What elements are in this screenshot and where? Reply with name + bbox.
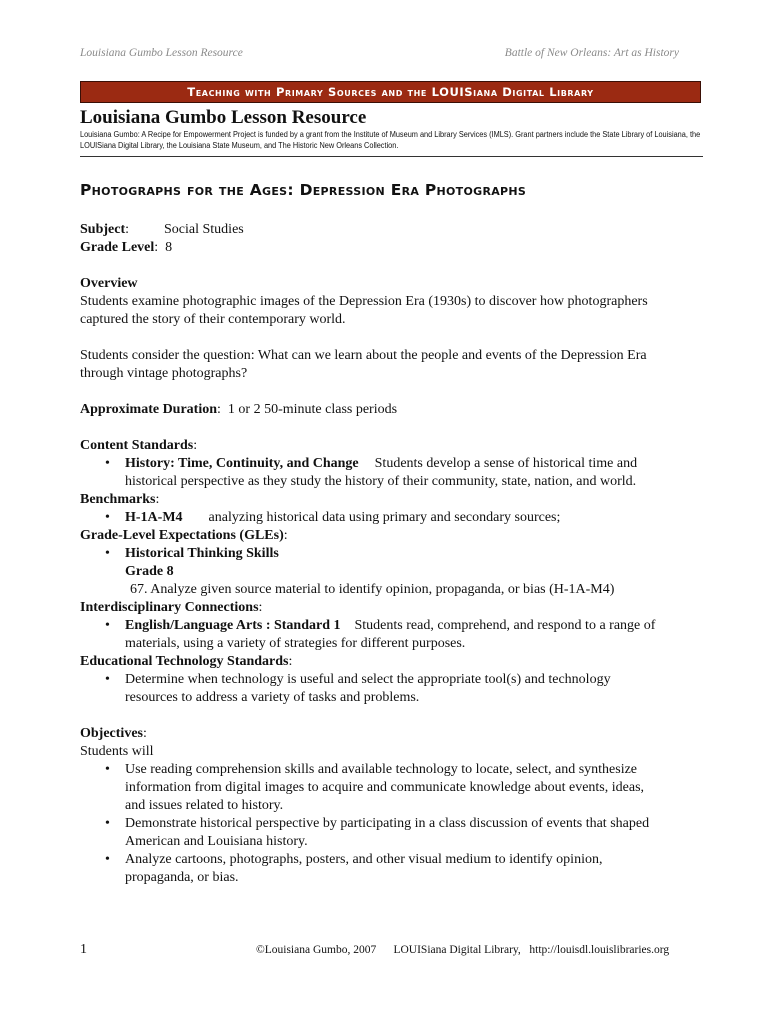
standard-name: History: Time, Continuity, and Change <box>125 456 359 471</box>
running-header <box>80 47 679 59</box>
objectives-heading: Objectives: <box>80 726 147 741</box>
overview-heading: Overview <box>80 276 138 291</box>
list-item: • Determine when technology is useful and select the appropriate tool(s) and technology resources to address a variety of tasks and problems. <box>105 672 611 705</box>
content-standards-heading: Content Standards: <box>80 438 198 453</box>
running-header-right: Battle of New Orleans: Art as History <box>504 47 679 59</box>
objectives-intro: Students will <box>80 744 154 759</box>
gle-item: 67. Analyze given source material to identify opinion, propaganda, or bias (H-1A-M4) <box>130 582 615 597</box>
duration-row: Approximate Duration: 1 or 2 50-minute class periods <box>80 402 398 417</box>
lesson-body <box>80 221 705 887</box>
bullet-icon: • <box>105 762 110 777</box>
bullet-icon: • <box>105 546 110 561</box>
bullet-icon: • <box>105 510 110 525</box>
benchmarks-heading: Benchmarks: <box>80 492 160 507</box>
ela-standard: English/Language Arts : Standard 1 <box>125 618 341 633</box>
interdisciplinary-heading: Interdisciplinary Connections: <box>80 600 263 615</box>
bullet-icon: • <box>105 672 110 687</box>
subject-row: Subject: Social Studies <box>80 222 244 237</box>
list-item: • Analyze cartoons, photographs, posters, and other visual medium to identify opinion, propaganda, or bias. <box>105 852 603 885</box>
header-divider <box>80 156 703 157</box>
grant-line: LOUISiana Digital Library, the Louisiana State Museum, and The Historic New Orleans Collection. <box>80 141 399 150</box>
footer-credit: ©Louisiana Gumbo, 2007 LOUISiana Digital Library, http://louisdl.louislibraries.org <box>256 944 670 956</box>
running-header-left: Louisiana Gumbo Lesson Resource <box>80 47 243 59</box>
gle-grade: Grade 8 <box>125 564 174 579</box>
series-banner: Teaching with Primary Sources and the LOUISiana Digital Library <box>80 81 701 103</box>
overview-question: through vintage photographs? <box>80 366 248 381</box>
bullet-icon: • <box>105 618 110 633</box>
grade-row: Grade Level: 8 <box>80 240 173 255</box>
document-title: Louisiana Gumbo Lesson Resource <box>80 107 367 128</box>
overview-text: Students examine photographic images of the Depression Era (1930s) to discover how photographers <box>80 294 648 309</box>
edtech-heading: Educational Technology Standards: <box>80 654 293 669</box>
grade-label: Grade Level <box>80 240 155 255</box>
page-number: 1 <box>80 942 87 957</box>
list-item: • H-1A-M4 analyzing historical data using primary and secondary sources; <box>105 510 561 525</box>
subject-value: Social Studies <box>164 222 244 237</box>
list-item <box>80 545 705 563</box>
benchmark-code: H-1A-M4 <box>125 510 183 525</box>
gle-heading: Grade-Level Expectations (GLEs): <box>80 528 288 543</box>
gle-skill: Historical Thinking Skills <box>125 546 279 561</box>
list-item: • History: Time, Continuity, and Change Students develop a sense of historical time and historical perspective as they study the history of their community, state, nation, and world. <box>105 456 638 489</box>
duration-label: Approximate Duration <box>80 402 218 417</box>
list-item: • Use reading comprehension skills and available technology to locate, select, and synthesize information from digital images to acquire and communicate knowledge about events, ideas, and issues related to history. <box>105 762 645 813</box>
duration-value: 1 or 2 50-minute class periods <box>227 402 398 417</box>
bullet-icon: • <box>105 456 110 471</box>
bullet-icon: • <box>105 852 110 867</box>
subject-label: Subject <box>80 222 126 237</box>
grant-line: Louisiana Gumbo: A Recipe for Empowerment Project is funded by a grant from the Institute of Museum and Library Services (IMLS). Grant partners include the State Library of Louisiana, the <box>80 130 701 139</box>
list-item: • English/Language Arts : Standard 1 Students read, comprehend, and respond to a range of materials, using a variety of strategies for different purposes. <box>105 618 656 651</box>
bullet-icon: • <box>105 816 110 831</box>
overview-question: Students consider the question: What can we learn about the people and events of the Depression Era <box>80 348 647 363</box>
grade-value: 8 <box>165 240 173 255</box>
overview-text: captured the story of their contemporary world. <box>80 312 346 327</box>
list-item: • Demonstrate historical perspective by participating in a class discussion of events that shaped American and Louisiana history. <box>105 816 650 849</box>
grant-statement <box>80 129 701 151</box>
lesson-title: Photographs for the Ages: Depression Era Photographs <box>80 181 527 199</box>
